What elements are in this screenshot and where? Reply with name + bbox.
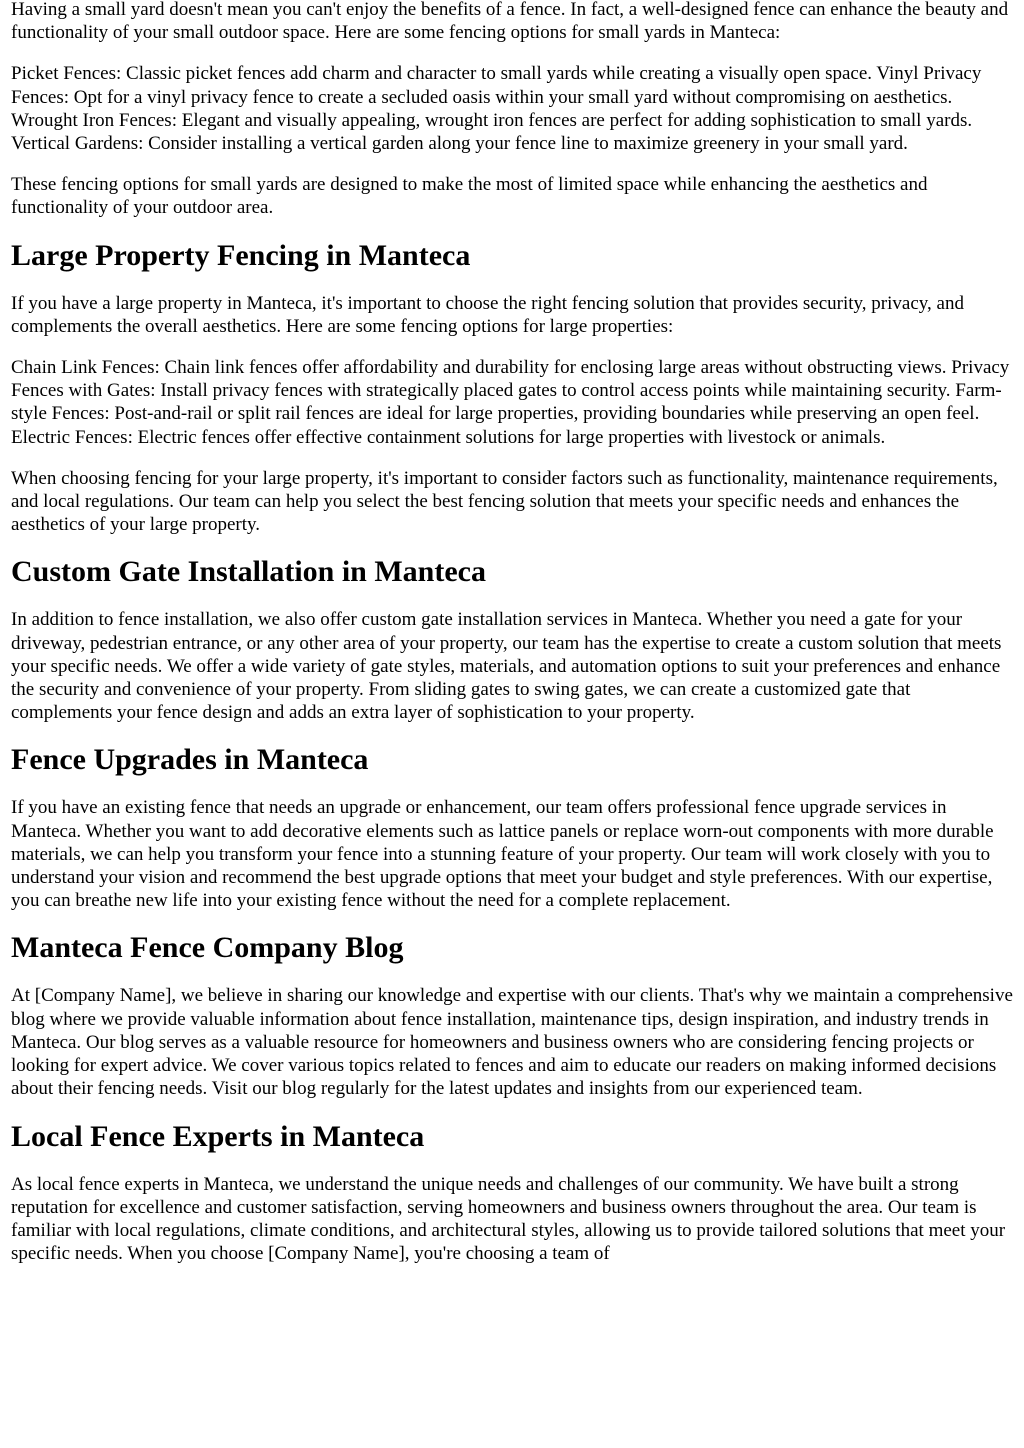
paragraph-large-property-options: Chain Link Fences: Chain link fences offer affordability and durability for enclosing large areas without obstructing views. Privacy Fences with Gates: Install privacy fences with strategically placed gates to control access points while maintaining security. Farm-style Fences: Post-and-rail or split rail fences are ideal for large properties, providing boundaries while preserving an open feel. Electric Fences: Electric fences offer effective containment solutions for large properties with livestock or animals. (11, 357, 1010, 448)
paragraph-fence-company-blog: At [Company Name], we believe in sharing our knowledge and expertise with our clients. That's why we maintain a comprehensive blog where we provide valuable information about fence installation, maintenance tips, design inspiration, and industry trends in Manteca. Our blog serves as a valuable resource for homeowners and business owners who are considering fencing projects or looking for expert advice. We cover various topics related to fences and aim to educate our readers on making informed decisions about their fencing needs. Visit our blog regularly for the latest updates and insights from our experienced team. (11, 985, 1013, 1100)
heading-fence-upgrades: Fence Upgrades in Manteca (11, 743, 369, 777)
paragraph-large-property-summary: When choosing fencing for your large property, it's important to consider factors such as functionality, maintenance requirements, and local regulations. Our team can help you select the best fencing solution that meets your specific needs and enhances the aesthetics of your large property. (11, 467, 998, 536)
paragraph-fence-upgrades: If you have an existing fence that needs an upgrade or enhancement, our team offers professional fence upgrade services in Manteca. Whether you want to add decorative elements such as lattice panels or replace worn-out components with more durable materials, we can help you transform your fence into a stunning feature of your property. Our team will work closely with you to understand your vision and recommend the best upgrade options that meet your budget and style preferences. With our expertise, you can breathe new life into your existing fence without the need for a complete replacement. (11, 797, 994, 912)
paragraph-small-yards-intro: Having a small yard doesn't mean you can't enjoy the benefits of a fence. In fact, a well-designed fence can enhance the beauty and functionality of your small outdoor space. Here are some fencing options for small yards in Manteca: (11, 0, 1009, 44)
paragraph-small-yards-options: Picket Fences: Classic picket fences add charm and character to small yards while creating a visually open space. Vinyl Privacy Fences: Opt for a vinyl privacy fence to create a secluded oasis within your small yard without compromising on aesthetics. Wrought Iron Fences: Elegant and visually appealing, wrought iron fences are perfect for adding sophistication to small yards. Vertical Gardens: Consider installing a vertical garden along your fence line to maximize greenery in your small yard. (11, 63, 982, 155)
heading-fence-company-blog: Manteca Fence Company Blog (11, 931, 404, 965)
heading-large-property-fencing: Large Property Fencing in Manteca (11, 238, 471, 272)
paragraph-small-yards-summary: These fencing options for small yards are designed to make the most of limited space while enhancing the aesthetics and functionality of your outdoor area. (11, 174, 928, 219)
paragraph-large-property-intro: If you have a large property in Manteca, it's important to choose the right fencing solution that provides security, privacy, and complements the overall aesthetics. Here are some fencing options for large properties: (11, 292, 964, 337)
paragraph-local-fence-experts: As local fence experts in Manteca, we understand the unique needs and challenges of our community. We have built a strong reputation for excellence and customer satisfaction, serving homeowners and business owners throughout the area. Our team is familiar with local regulations, climate conditions, and architectural styles, allowing us to provide tailored solutions that meet your specific needs. When you choose [Company Name], you're choosing a team of (11, 1173, 1006, 1265)
paragraph-custom-gate: In addition to fence installation, we also offer custom gate installation services in Manteca. Whether you need a gate for your driveway, pedestrian entrance, or any other area of your property, our team has the expertise to create a custom solution that meets your specific needs. We offer a wide variety of gate styles, materials, and automation options to suit your preferences and enhance the security and convenience of your property. From sliding gates to swing gates, we can create a customized gate that complements your fence design and adds an extra layer of sophistication to your property. (11, 609, 1002, 724)
heading-local-fence-experts: Local Fence Experts in Manteca (11, 1119, 425, 1153)
heading-custom-gate-installation: Custom Gate Installation in Manteca (11, 555, 486, 589)
